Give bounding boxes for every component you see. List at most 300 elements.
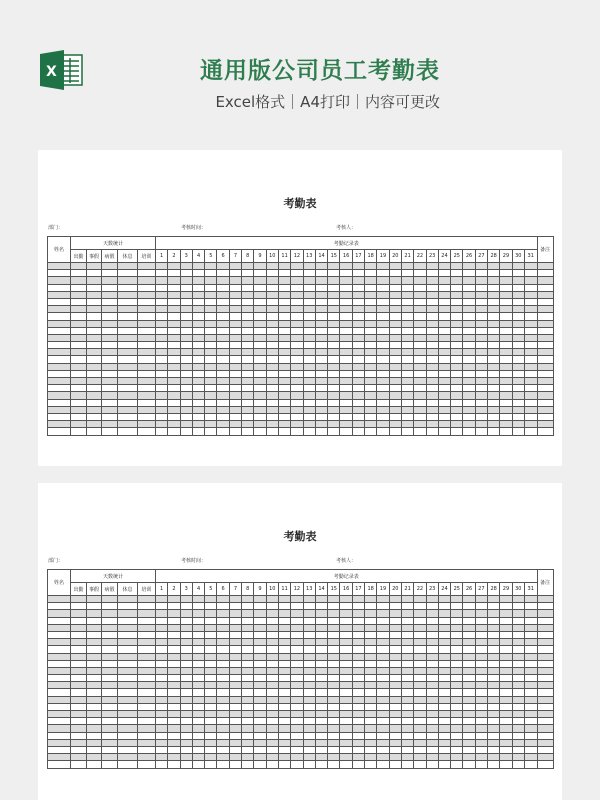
table-cell bbox=[512, 603, 524, 610]
table-cell bbox=[340, 660, 352, 667]
table-cell bbox=[278, 298, 290, 305]
table-cell bbox=[365, 660, 377, 667]
table-cell bbox=[303, 631, 315, 638]
table-cell bbox=[328, 428, 340, 435]
table-cell bbox=[242, 761, 254, 768]
table-cell bbox=[512, 306, 524, 313]
table-cell bbox=[401, 334, 413, 341]
table-cell bbox=[438, 421, 450, 428]
table-cell bbox=[365, 746, 377, 753]
table-cell bbox=[365, 596, 377, 603]
table-cell bbox=[438, 631, 450, 638]
table-cell bbox=[389, 624, 401, 631]
table-cell bbox=[451, 370, 463, 377]
table-cell bbox=[463, 334, 475, 341]
table-cell bbox=[102, 646, 118, 653]
table-cell bbox=[156, 603, 168, 610]
table-cell bbox=[229, 334, 241, 341]
table-cell bbox=[537, 754, 553, 761]
table-cell bbox=[278, 653, 290, 660]
table-cell bbox=[192, 406, 204, 413]
table-cell bbox=[48, 682, 71, 689]
table-cell bbox=[138, 596, 156, 603]
table-cell bbox=[426, 675, 438, 682]
table-cell bbox=[377, 761, 389, 768]
table-cell bbox=[138, 667, 156, 674]
table-cell bbox=[537, 732, 553, 739]
table-cell bbox=[401, 313, 413, 320]
table-cell bbox=[512, 718, 524, 725]
table-cell bbox=[303, 754, 315, 761]
table-cell bbox=[500, 617, 512, 624]
table-cell bbox=[168, 298, 180, 305]
table-cell bbox=[438, 610, 450, 617]
table-cell bbox=[401, 667, 413, 674]
day-col-header: 16 bbox=[340, 250, 352, 263]
table-row bbox=[48, 610, 554, 617]
table-cell bbox=[488, 739, 500, 746]
table-cell bbox=[512, 327, 524, 334]
table-cell bbox=[242, 667, 254, 674]
table-cell bbox=[229, 406, 241, 413]
table-cell bbox=[340, 596, 352, 603]
table-cell bbox=[389, 725, 401, 732]
table-cell bbox=[315, 610, 327, 617]
table-cell bbox=[102, 682, 118, 689]
table-cell bbox=[266, 596, 278, 603]
table-cell bbox=[205, 610, 217, 617]
day-col-header: 28 bbox=[488, 583, 500, 596]
table-cell bbox=[291, 639, 303, 646]
table-cell bbox=[266, 320, 278, 327]
table-cell bbox=[365, 413, 377, 420]
table-cell bbox=[438, 263, 450, 270]
day-col-header: 1 bbox=[156, 583, 168, 596]
table-cell bbox=[278, 327, 290, 334]
table-cell bbox=[463, 349, 475, 356]
table-cell bbox=[217, 754, 229, 761]
table-cell bbox=[138, 270, 156, 277]
table-cell bbox=[291, 596, 303, 603]
table-cell bbox=[500, 349, 512, 356]
table-cell bbox=[87, 617, 102, 624]
table-cell bbox=[328, 596, 340, 603]
table-cell bbox=[229, 732, 241, 739]
table-cell bbox=[205, 421, 217, 428]
table-cell bbox=[475, 631, 487, 638]
day-col-header: 6 bbox=[217, 583, 229, 596]
table-cell bbox=[451, 682, 463, 689]
table-cell bbox=[118, 596, 138, 603]
table-cell bbox=[278, 378, 290, 385]
table-cell bbox=[401, 277, 413, 284]
table-cell bbox=[451, 739, 463, 746]
table-cell bbox=[205, 291, 217, 298]
table-cell bbox=[463, 718, 475, 725]
table-cell bbox=[352, 342, 364, 349]
day-col-header: 1 bbox=[156, 250, 168, 263]
table-row bbox=[48, 603, 554, 610]
table-cell bbox=[168, 624, 180, 631]
table-cell bbox=[438, 399, 450, 406]
table-cell bbox=[401, 646, 413, 653]
table-cell bbox=[205, 660, 217, 667]
table-cell bbox=[401, 284, 413, 291]
table-cell bbox=[389, 334, 401, 341]
table-cell bbox=[242, 718, 254, 725]
table-cell bbox=[512, 689, 524, 696]
table-cell bbox=[512, 284, 524, 291]
table-cell bbox=[242, 378, 254, 385]
table-cell bbox=[352, 356, 364, 363]
table-cell bbox=[401, 660, 413, 667]
table-cell bbox=[451, 270, 463, 277]
table-row bbox=[48, 631, 554, 638]
table-cell bbox=[168, 385, 180, 392]
table-cell bbox=[414, 596, 426, 603]
table-cell bbox=[463, 739, 475, 746]
table-cell bbox=[118, 349, 138, 356]
table-cell bbox=[438, 385, 450, 392]
table-cell bbox=[168, 399, 180, 406]
table-cell bbox=[180, 653, 192, 660]
table-cell bbox=[168, 682, 180, 689]
table-cell bbox=[291, 667, 303, 674]
table-cell bbox=[278, 320, 290, 327]
table-cell bbox=[438, 653, 450, 660]
table-cell bbox=[352, 313, 364, 320]
record-group-header: 考勤记录表 bbox=[156, 570, 538, 583]
table-cell bbox=[426, 703, 438, 710]
table-cell bbox=[315, 313, 327, 320]
table-cell bbox=[488, 596, 500, 603]
table-cell bbox=[87, 313, 102, 320]
table-cell bbox=[102, 270, 118, 277]
table-cell bbox=[180, 617, 192, 624]
table-cell bbox=[328, 291, 340, 298]
table-cell bbox=[524, 703, 537, 710]
table-cell bbox=[229, 624, 241, 631]
table-cell bbox=[340, 711, 352, 718]
table-cell bbox=[87, 660, 102, 667]
table-cell bbox=[340, 689, 352, 696]
table-cell bbox=[426, 378, 438, 385]
table-cell bbox=[102, 725, 118, 732]
table-cell bbox=[291, 739, 303, 746]
table-cell bbox=[451, 320, 463, 327]
day-col-header: 20 bbox=[389, 250, 401, 263]
table-cell bbox=[242, 631, 254, 638]
table-cell bbox=[414, 356, 426, 363]
table-cell bbox=[229, 291, 241, 298]
table-cell bbox=[291, 298, 303, 305]
table-cell bbox=[438, 284, 450, 291]
table-cell bbox=[512, 732, 524, 739]
table-cell bbox=[48, 732, 71, 739]
table-cell bbox=[254, 421, 266, 428]
table-row bbox=[48, 406, 554, 413]
table-cell bbox=[377, 660, 389, 667]
table-cell bbox=[71, 754, 87, 761]
table-cell bbox=[71, 646, 87, 653]
table-cell bbox=[401, 725, 413, 732]
table-cell bbox=[315, 624, 327, 631]
table-cell bbox=[229, 378, 241, 385]
table-cell bbox=[365, 421, 377, 428]
table-cell bbox=[451, 725, 463, 732]
table-cell bbox=[102, 603, 118, 610]
table-cell bbox=[328, 277, 340, 284]
table-cell bbox=[278, 363, 290, 370]
table-cell bbox=[217, 421, 229, 428]
table-cell bbox=[340, 703, 352, 710]
table-row bbox=[48, 356, 554, 363]
table-cell bbox=[71, 732, 87, 739]
table-cell bbox=[488, 675, 500, 682]
day-col-header: 22 bbox=[414, 250, 426, 263]
table-cell bbox=[138, 291, 156, 298]
table-cell bbox=[537, 718, 553, 725]
table-cell bbox=[488, 631, 500, 638]
table-cell bbox=[475, 363, 487, 370]
table-cell bbox=[87, 725, 102, 732]
table-cell bbox=[414, 696, 426, 703]
day-col-header: 10 bbox=[266, 250, 278, 263]
table-cell bbox=[192, 660, 204, 667]
table-cell bbox=[377, 653, 389, 660]
day-col-header: 6 bbox=[217, 250, 229, 263]
table-cell bbox=[266, 421, 278, 428]
table-cell bbox=[500, 711, 512, 718]
table-cell bbox=[488, 342, 500, 349]
table-cell bbox=[217, 284, 229, 291]
table-cell bbox=[524, 624, 537, 631]
table-cell bbox=[192, 320, 204, 327]
table-cell bbox=[537, 711, 553, 718]
table-cell bbox=[48, 291, 71, 298]
table-cell bbox=[475, 385, 487, 392]
table-cell bbox=[475, 646, 487, 653]
table-cell bbox=[524, 385, 537, 392]
table-cell bbox=[217, 718, 229, 725]
table-cell bbox=[389, 428, 401, 435]
table-cell bbox=[426, 399, 438, 406]
table-cell bbox=[401, 746, 413, 753]
table-cell bbox=[365, 761, 377, 768]
table-cell bbox=[242, 739, 254, 746]
table-cell bbox=[389, 631, 401, 638]
table-cell bbox=[254, 739, 266, 746]
table-cell bbox=[118, 270, 138, 277]
table-cell bbox=[414, 421, 426, 428]
table-cell bbox=[192, 610, 204, 617]
table-cell bbox=[537, 327, 553, 334]
table-cell bbox=[500, 370, 512, 377]
table-cell bbox=[254, 306, 266, 313]
table-cell bbox=[168, 746, 180, 753]
table-cell bbox=[180, 413, 192, 420]
table-cell bbox=[463, 327, 475, 334]
table-cell bbox=[315, 291, 327, 298]
day-col-header: 14 bbox=[315, 583, 327, 596]
table-cell bbox=[205, 718, 217, 725]
table-cell bbox=[48, 746, 71, 753]
table-cell bbox=[340, 653, 352, 660]
table-cell bbox=[138, 675, 156, 682]
table-cell bbox=[303, 739, 315, 746]
table-cell bbox=[426, 667, 438, 674]
table-cell bbox=[192, 761, 204, 768]
table-cell bbox=[118, 646, 138, 653]
table-cell bbox=[365, 291, 377, 298]
table-cell bbox=[242, 617, 254, 624]
time-label: 考核时间： bbox=[181, 225, 207, 231]
table-cell bbox=[315, 682, 327, 689]
table-cell bbox=[426, 617, 438, 624]
table-cell bbox=[229, 596, 241, 603]
stats-col-header: 休息 bbox=[118, 583, 138, 596]
table-cell bbox=[500, 263, 512, 270]
table-cell bbox=[426, 334, 438, 341]
table-cell bbox=[205, 667, 217, 674]
table-cell bbox=[475, 334, 487, 341]
table-cell bbox=[438, 761, 450, 768]
table-cell bbox=[488, 639, 500, 646]
table-cell bbox=[438, 675, 450, 682]
table-cell bbox=[438, 306, 450, 313]
table-cell bbox=[217, 603, 229, 610]
table-cell bbox=[266, 313, 278, 320]
table-cell bbox=[537, 675, 553, 682]
table-cell bbox=[291, 313, 303, 320]
table-cell bbox=[463, 660, 475, 667]
table-cell bbox=[315, 327, 327, 334]
table-cell bbox=[365, 334, 377, 341]
table-cell bbox=[291, 746, 303, 753]
table-cell bbox=[475, 653, 487, 660]
table-cell bbox=[352, 263, 364, 270]
table-cell bbox=[254, 754, 266, 761]
table-cell bbox=[414, 406, 426, 413]
table-cell bbox=[475, 313, 487, 320]
table-cell bbox=[229, 711, 241, 718]
table-cell bbox=[278, 349, 290, 356]
table-cell bbox=[488, 718, 500, 725]
table-cell bbox=[205, 596, 217, 603]
table-cell bbox=[242, 392, 254, 399]
table-cell bbox=[475, 725, 487, 732]
table-cell bbox=[475, 696, 487, 703]
table-cell bbox=[537, 696, 553, 703]
table-cell bbox=[217, 385, 229, 392]
table-cell bbox=[377, 378, 389, 385]
table-cell bbox=[365, 653, 377, 660]
table-cell bbox=[512, 739, 524, 746]
table-cell bbox=[377, 263, 389, 270]
table-cell bbox=[118, 746, 138, 753]
table-cell bbox=[414, 327, 426, 334]
table-cell bbox=[192, 732, 204, 739]
table-cell bbox=[389, 617, 401, 624]
table-cell bbox=[48, 631, 71, 638]
table-cell bbox=[102, 617, 118, 624]
table-cell bbox=[87, 696, 102, 703]
table-cell bbox=[102, 370, 118, 377]
table-cell bbox=[192, 653, 204, 660]
table-cell bbox=[488, 761, 500, 768]
table-cell bbox=[48, 603, 71, 610]
table-cell bbox=[291, 682, 303, 689]
table-cell bbox=[328, 682, 340, 689]
table-cell bbox=[229, 263, 241, 270]
table-row bbox=[48, 378, 554, 385]
table-cell bbox=[291, 718, 303, 725]
table-cell bbox=[303, 284, 315, 291]
table-cell bbox=[340, 718, 352, 725]
day-col-header: 29 bbox=[500, 250, 512, 263]
table-cell bbox=[426, 610, 438, 617]
table-cell bbox=[217, 342, 229, 349]
table-cell bbox=[217, 298, 229, 305]
table-cell bbox=[266, 334, 278, 341]
table-row bbox=[48, 617, 554, 624]
table-cell bbox=[389, 596, 401, 603]
table-cell bbox=[303, 610, 315, 617]
table-cell bbox=[180, 610, 192, 617]
table-cell bbox=[315, 696, 327, 703]
table-cell bbox=[278, 660, 290, 667]
table-cell bbox=[254, 610, 266, 617]
table-cell bbox=[102, 291, 118, 298]
table-cell bbox=[242, 363, 254, 370]
table-cell bbox=[291, 421, 303, 428]
table-cell bbox=[266, 284, 278, 291]
table-cell bbox=[328, 696, 340, 703]
table-cell bbox=[254, 284, 266, 291]
table-cell bbox=[138, 639, 156, 646]
table-cell bbox=[192, 313, 204, 320]
table-cell bbox=[340, 306, 352, 313]
table-cell bbox=[401, 342, 413, 349]
stats-col-header: 出勤 bbox=[71, 583, 87, 596]
table-cell bbox=[389, 754, 401, 761]
table-cell bbox=[401, 349, 413, 356]
table-cell bbox=[291, 399, 303, 406]
table-cell bbox=[365, 696, 377, 703]
table-cell bbox=[524, 277, 537, 284]
table-cell bbox=[266, 739, 278, 746]
table-cell bbox=[87, 421, 102, 428]
table-cell bbox=[87, 263, 102, 270]
table-cell bbox=[102, 399, 118, 406]
table-cell bbox=[438, 298, 450, 305]
table-cell bbox=[168, 754, 180, 761]
table-cell bbox=[451, 711, 463, 718]
table-cell bbox=[48, 761, 71, 768]
table-cell bbox=[71, 718, 87, 725]
table-cell bbox=[524, 617, 537, 624]
table-cell bbox=[463, 703, 475, 710]
table-cell bbox=[524, 732, 537, 739]
table-cell bbox=[71, 653, 87, 660]
table-cell bbox=[48, 270, 71, 277]
table-cell bbox=[48, 306, 71, 313]
table-cell bbox=[537, 342, 553, 349]
table-cell bbox=[524, 413, 537, 420]
table-cell bbox=[438, 349, 450, 356]
stats-col-header: 事假 bbox=[87, 250, 102, 263]
table-cell bbox=[500, 725, 512, 732]
